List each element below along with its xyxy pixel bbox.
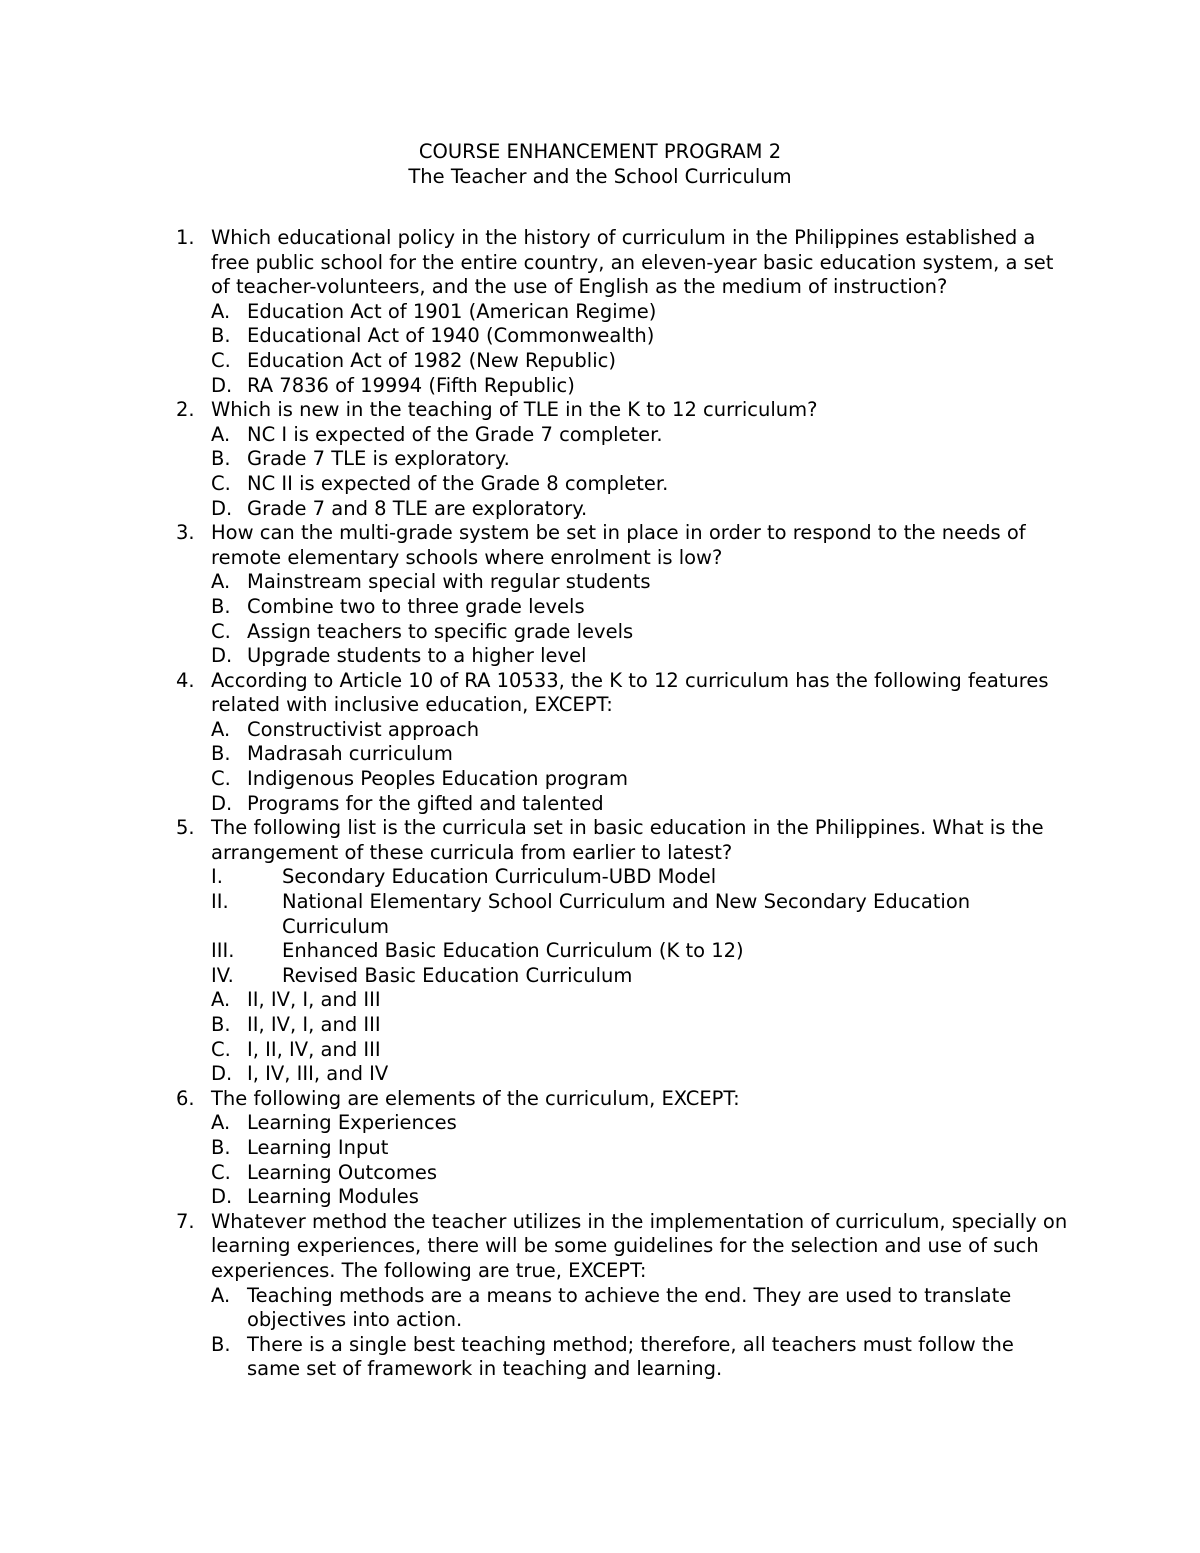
option-letter: C. [211, 619, 231, 643]
answer-option [170, 1185, 1070, 1210]
option-text: RA 7836 of 19994 (Fifth Republic) [247, 373, 575, 397]
question-text: The following are elements of the curriculum, EXCEPT: [211, 1086, 740, 1110]
answer-option [170, 1111, 1070, 1136]
option-text: Education Act of 1901 (American Regime) [247, 299, 657, 323]
option-text: Learning Outcomes [247, 1160, 438, 1184]
question-number: 5. [176, 816, 195, 840]
roman-item [170, 865, 1070, 890]
roman-numeral: II. [211, 890, 229, 914]
answer-option [170, 447, 1070, 472]
option-letter: C. [211, 1037, 231, 1061]
option-letter: D. [211, 1062, 233, 1086]
option-text: Mainstream special with regular students [247, 570, 651, 594]
question-text: The following list is the curricula set in basic education in the Philippines. What is the arrangement of these curricula from earlier to latest? [211, 816, 1044, 864]
answer-option [170, 644, 1070, 669]
question-number: 6. [176, 1086, 195, 1110]
answer-option [170, 988, 1070, 1013]
option-text: NC I is expected of the Grade 7 completer. [247, 422, 663, 446]
question-row [170, 226, 1070, 300]
option-text: There is a single best teaching method; therefore, all teachers must follow the same set of framework in teaching and learning. [247, 1332, 1014, 1381]
answer-option [170, 1333, 1070, 1382]
answer-option [170, 620, 1070, 645]
roman-numeral: IV. [211, 963, 234, 987]
question-block [170, 1087, 1070, 1210]
option-letter: D. [211, 644, 233, 668]
roman-item-text: National Elementary School Curriculum and New Secondary Education Curriculum [282, 890, 971, 938]
question-text: How can the multi-grade system be set in place in order to respond to the needs of remote elementary schools where enrolment is low? [211, 521, 1026, 569]
question-text: Which is new in the teaching of TLE in the K to 12 curriculum? [211, 398, 818, 422]
question-row [170, 669, 1070, 718]
roman-item-text: Revised Basic Education Curriculum [282, 963, 633, 987]
question-number: 4. [176, 668, 195, 692]
answer-option [170, 570, 1070, 595]
title-block [0, 140, 1200, 189]
option-text: Learning Modules [247, 1185, 419, 1209]
option-letter: A. [211, 422, 231, 446]
question-block [170, 1210, 1070, 1382]
answer-option [170, 497, 1070, 522]
answer-option [170, 349, 1070, 374]
question-block [170, 226, 1070, 398]
answer-option [170, 300, 1070, 325]
answer-option [170, 718, 1070, 743]
answer-option [170, 1284, 1070, 1333]
option-text: Upgrade students to a higher level [247, 644, 587, 668]
answer-option [170, 374, 1070, 399]
answer-option [170, 1038, 1070, 1063]
question-row [170, 521, 1070, 570]
question-number: 2. [176, 398, 195, 422]
option-text: II, IV, I, and III [247, 1013, 381, 1036]
option-text: I, IV, III, and IV [247, 1062, 389, 1086]
option-text: Madrasah curriculum [247, 742, 453, 766]
option-letter: D. [211, 496, 233, 520]
question-row [170, 1210, 1070, 1284]
answer-option [170, 1136, 1070, 1161]
answer-option [170, 324, 1070, 349]
option-text: Teaching methods are a means to achieve the end. They are used to translate objectives into action. [247, 1283, 1012, 1332]
option-letter: A. [211, 988, 231, 1012]
option-letter: B. [211, 742, 231, 766]
answer-option [170, 1062, 1070, 1087]
option-text: Education Act of 1982 (New Republic) [247, 348, 616, 372]
question-row [170, 1087, 1070, 1112]
option-letter: B. [211, 1332, 231, 1356]
question-block [170, 816, 1070, 1087]
option-letter: B. [211, 1013, 231, 1036]
question-block [170, 398, 1070, 521]
answer-option [170, 767, 1070, 792]
question-text: Which educational policy in the history of curriculum in the Philippines established a free public school for the entire country, an eleven-year basic education system, a set of teacher-volunteers, and the use of English as the medium of instruction? [211, 226, 1054, 299]
option-text: Learning Experiences [247, 1111, 457, 1135]
option-letter: A. [211, 1111, 231, 1135]
question-row [170, 816, 1070, 865]
question-number: 3. [176, 521, 195, 545]
answer-option [170, 595, 1070, 620]
roman-item-text: Secondary Education Curriculum-UBD Model [282, 865, 717, 889]
option-letter: A. [211, 299, 231, 323]
option-letter: A. [211, 1283, 231, 1307]
option-text: Indigenous Peoples Education program [247, 767, 628, 791]
option-text: II, IV, I, and III [247, 988, 381, 1012]
roman-numeral: III. [211, 939, 235, 963]
option-letter: B. [211, 447, 231, 471]
roman-numeral: I. [211, 865, 223, 889]
answer-option [170, 472, 1070, 497]
option-letter: C. [211, 767, 231, 791]
option-text: Combine two to three grade levels [247, 594, 585, 618]
question-text: According to Article 10 of RA 10533, the K to 12 curriculum has the following features related with inclusive education, EXCEPT: [211, 668, 1049, 717]
option-text: Learning Input [247, 1135, 389, 1159]
question-block [170, 521, 1070, 669]
option-letter: B. [211, 594, 231, 618]
roman-item [170, 939, 1070, 964]
document-title: COURSE ENHANCEMENT PROGRAM 2 [418, 140, 782, 163]
option-text: Constructivist approach [247, 717, 480, 741]
answer-option [170, 423, 1070, 448]
option-letter: D. [211, 791, 233, 815]
question-number: 7. [176, 1209, 195, 1233]
option-letter: C. [211, 471, 231, 495]
option-letter: B. [211, 324, 231, 348]
option-letter: C. [211, 348, 231, 372]
answer-option [170, 792, 1070, 817]
answer-option [170, 742, 1070, 767]
option-letter: A. [211, 717, 231, 741]
option-text: Grade 7 TLE is exploratory. [247, 447, 510, 471]
question-number: 1. [176, 226, 195, 249]
question-text: Whatever method the teacher utilizes in the implementation of curriculum, specially on learning experiences, there will be some guidelines for the selection and use of such experiences. The following are true, EXCEPT: [211, 1209, 1068, 1282]
option-letter: D. [211, 373, 233, 397]
document-subtitle: The Teacher and the School Curriculum [408, 164, 792, 188]
option-text: Grade 7 and 8 TLE are exploratory. [247, 496, 588, 520]
option-letter: D. [211, 1185, 233, 1209]
option-letter: C. [211, 1160, 231, 1184]
question-list [170, 226, 1070, 1382]
roman-item-text: Enhanced Basic Education Curriculum (K to 12) [282, 939, 744, 963]
option-text: Programs for the gifted and talented [247, 791, 604, 815]
roman-item [170, 890, 1070, 939]
option-letter: B. [211, 1135, 231, 1159]
answer-option [170, 1013, 1070, 1038]
option-text: Educational Act of 1940 (Commonwealth) [247, 324, 655, 348]
option-letter: A. [211, 570, 231, 594]
option-text: NC II is expected of the Grade 8 completer. [247, 471, 669, 495]
option-text: I, II, IV, and III [247, 1037, 381, 1061]
option-text: Assign teachers to specific grade levels [247, 619, 634, 643]
question-row [170, 398, 1070, 423]
answer-option [170, 1161, 1070, 1186]
roman-item [170, 964, 1070, 989]
question-block [170, 669, 1070, 817]
